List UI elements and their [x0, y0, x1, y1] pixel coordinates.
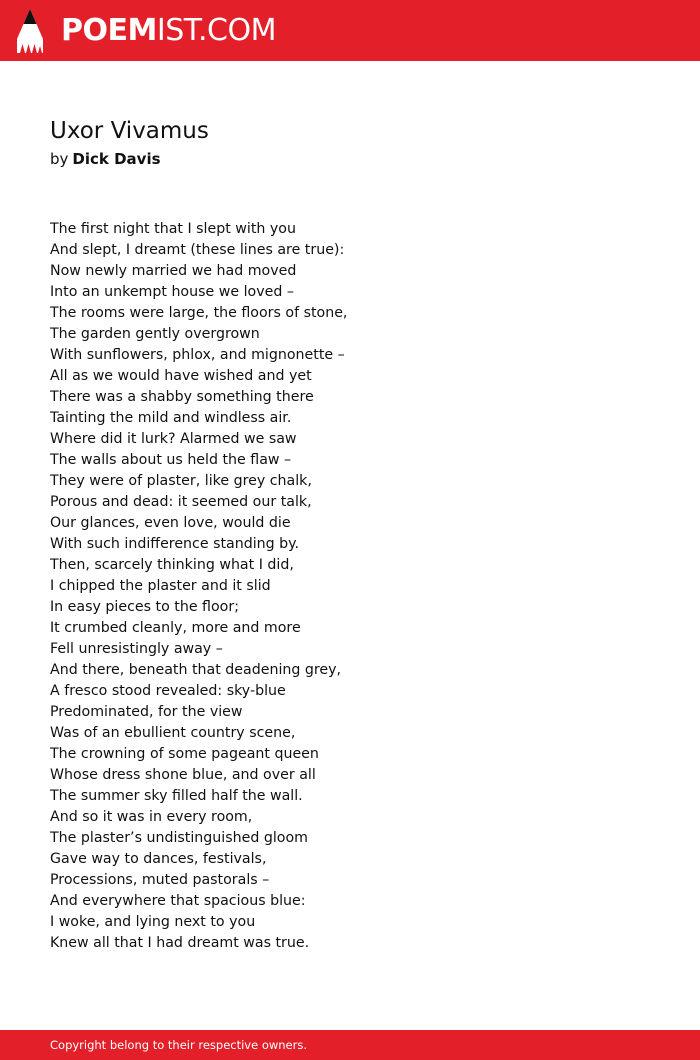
poem-line: With sunflowers, phlox, and mignonette –: [50, 347, 345, 363]
poem-line: Predominated, for the view: [50, 704, 243, 720]
poem-line: The crowning of some pageant queen: [50, 746, 319, 762]
byline: [50, 148, 161, 170]
poem-line: Our glances, even love, would die: [50, 515, 291, 531]
copyright-notice: Copyright belong to their respective owners.: [50, 1038, 308, 1052]
poem-line: In easy pieces to the floor;: [50, 599, 239, 615]
poem-line: The walls about us held the flaw –: [50, 452, 292, 468]
poem-line: Processions, muted pastorals –: [50, 872, 270, 888]
poem-line: Porous and dead: it seemed our talk,: [50, 494, 312, 510]
logo-wordmark-light: IST.COM: [156, 13, 276, 48]
poem-line: I woke, and lying next to you: [50, 914, 256, 930]
poem-line: The plaster’s undistinguished gloom: [50, 830, 308, 846]
poem-line: They were of plaster, like grey chalk,: [50, 473, 312, 489]
poem-line: A fresco stood revealed: sky-blue: [50, 683, 286, 699]
poem-line: Now newly married we had moved: [50, 263, 297, 279]
poem-line: And everywhere that spacious blue:: [50, 893, 306, 909]
byline-label: by: [50, 150, 69, 168]
poem-line: Into an unkempt house we loved –: [50, 284, 294, 300]
poem-line: Tainting the mild and windless air.: [50, 410, 292, 426]
poem-line: The first night that I slept with you: [50, 221, 296, 237]
poem-line: And slept, I dreamt (these lines are true):: [50, 242, 345, 258]
header-bar: [0, 0, 700, 61]
pencil-tip-icon: [17, 9, 43, 53]
logo-wordmark: [61, 9, 276, 53]
poem-line: Then, scarcely thinking what I did,: [50, 557, 294, 573]
poem-line: Where did it lurk? Alarmed we saw: [50, 431, 297, 447]
poem-line: Fell unresistingly away –: [50, 641, 223, 657]
poem-line: All as we would have wished and yet: [50, 368, 312, 384]
poem-line: The rooms were large, the floors of stone,: [50, 305, 348, 321]
logo-wordmark-bold: POEM: [61, 13, 157, 48]
poem-body: [50, 219, 347, 954]
poem-line: Whose dress shone blue, and over all: [50, 767, 316, 783]
poem-line: The garden gently overgrown: [50, 326, 260, 342]
poem-line: The summer sky filled half the wall.: [50, 788, 303, 804]
poem-title: Uxor Vivamus: [50, 118, 209, 144]
poem-line: Gave way to dances, festivals,: [50, 851, 267, 867]
poem-line: And there, beneath that deadening grey,: [50, 662, 342, 678]
poem-line: There was a shabby something there: [50, 389, 314, 405]
footer-bar: [0, 1030, 700, 1060]
poem-line: And so it was in every room,: [50, 809, 253, 825]
site-logo[interactable]: [17, 9, 276, 53]
poem-line: Knew all that I had dreamt was true.: [50, 935, 310, 951]
poem-line: It crumbed cleanly, more and more: [50, 620, 301, 636]
poem-line: With such indifference standing by.: [50, 536, 300, 552]
poem-line: I chipped the plaster and it slid: [50, 578, 271, 594]
poem-line: Was of an ebullient country scene,: [50, 725, 296, 741]
author-name[interactable]: Dick Davis: [72, 150, 161, 168]
